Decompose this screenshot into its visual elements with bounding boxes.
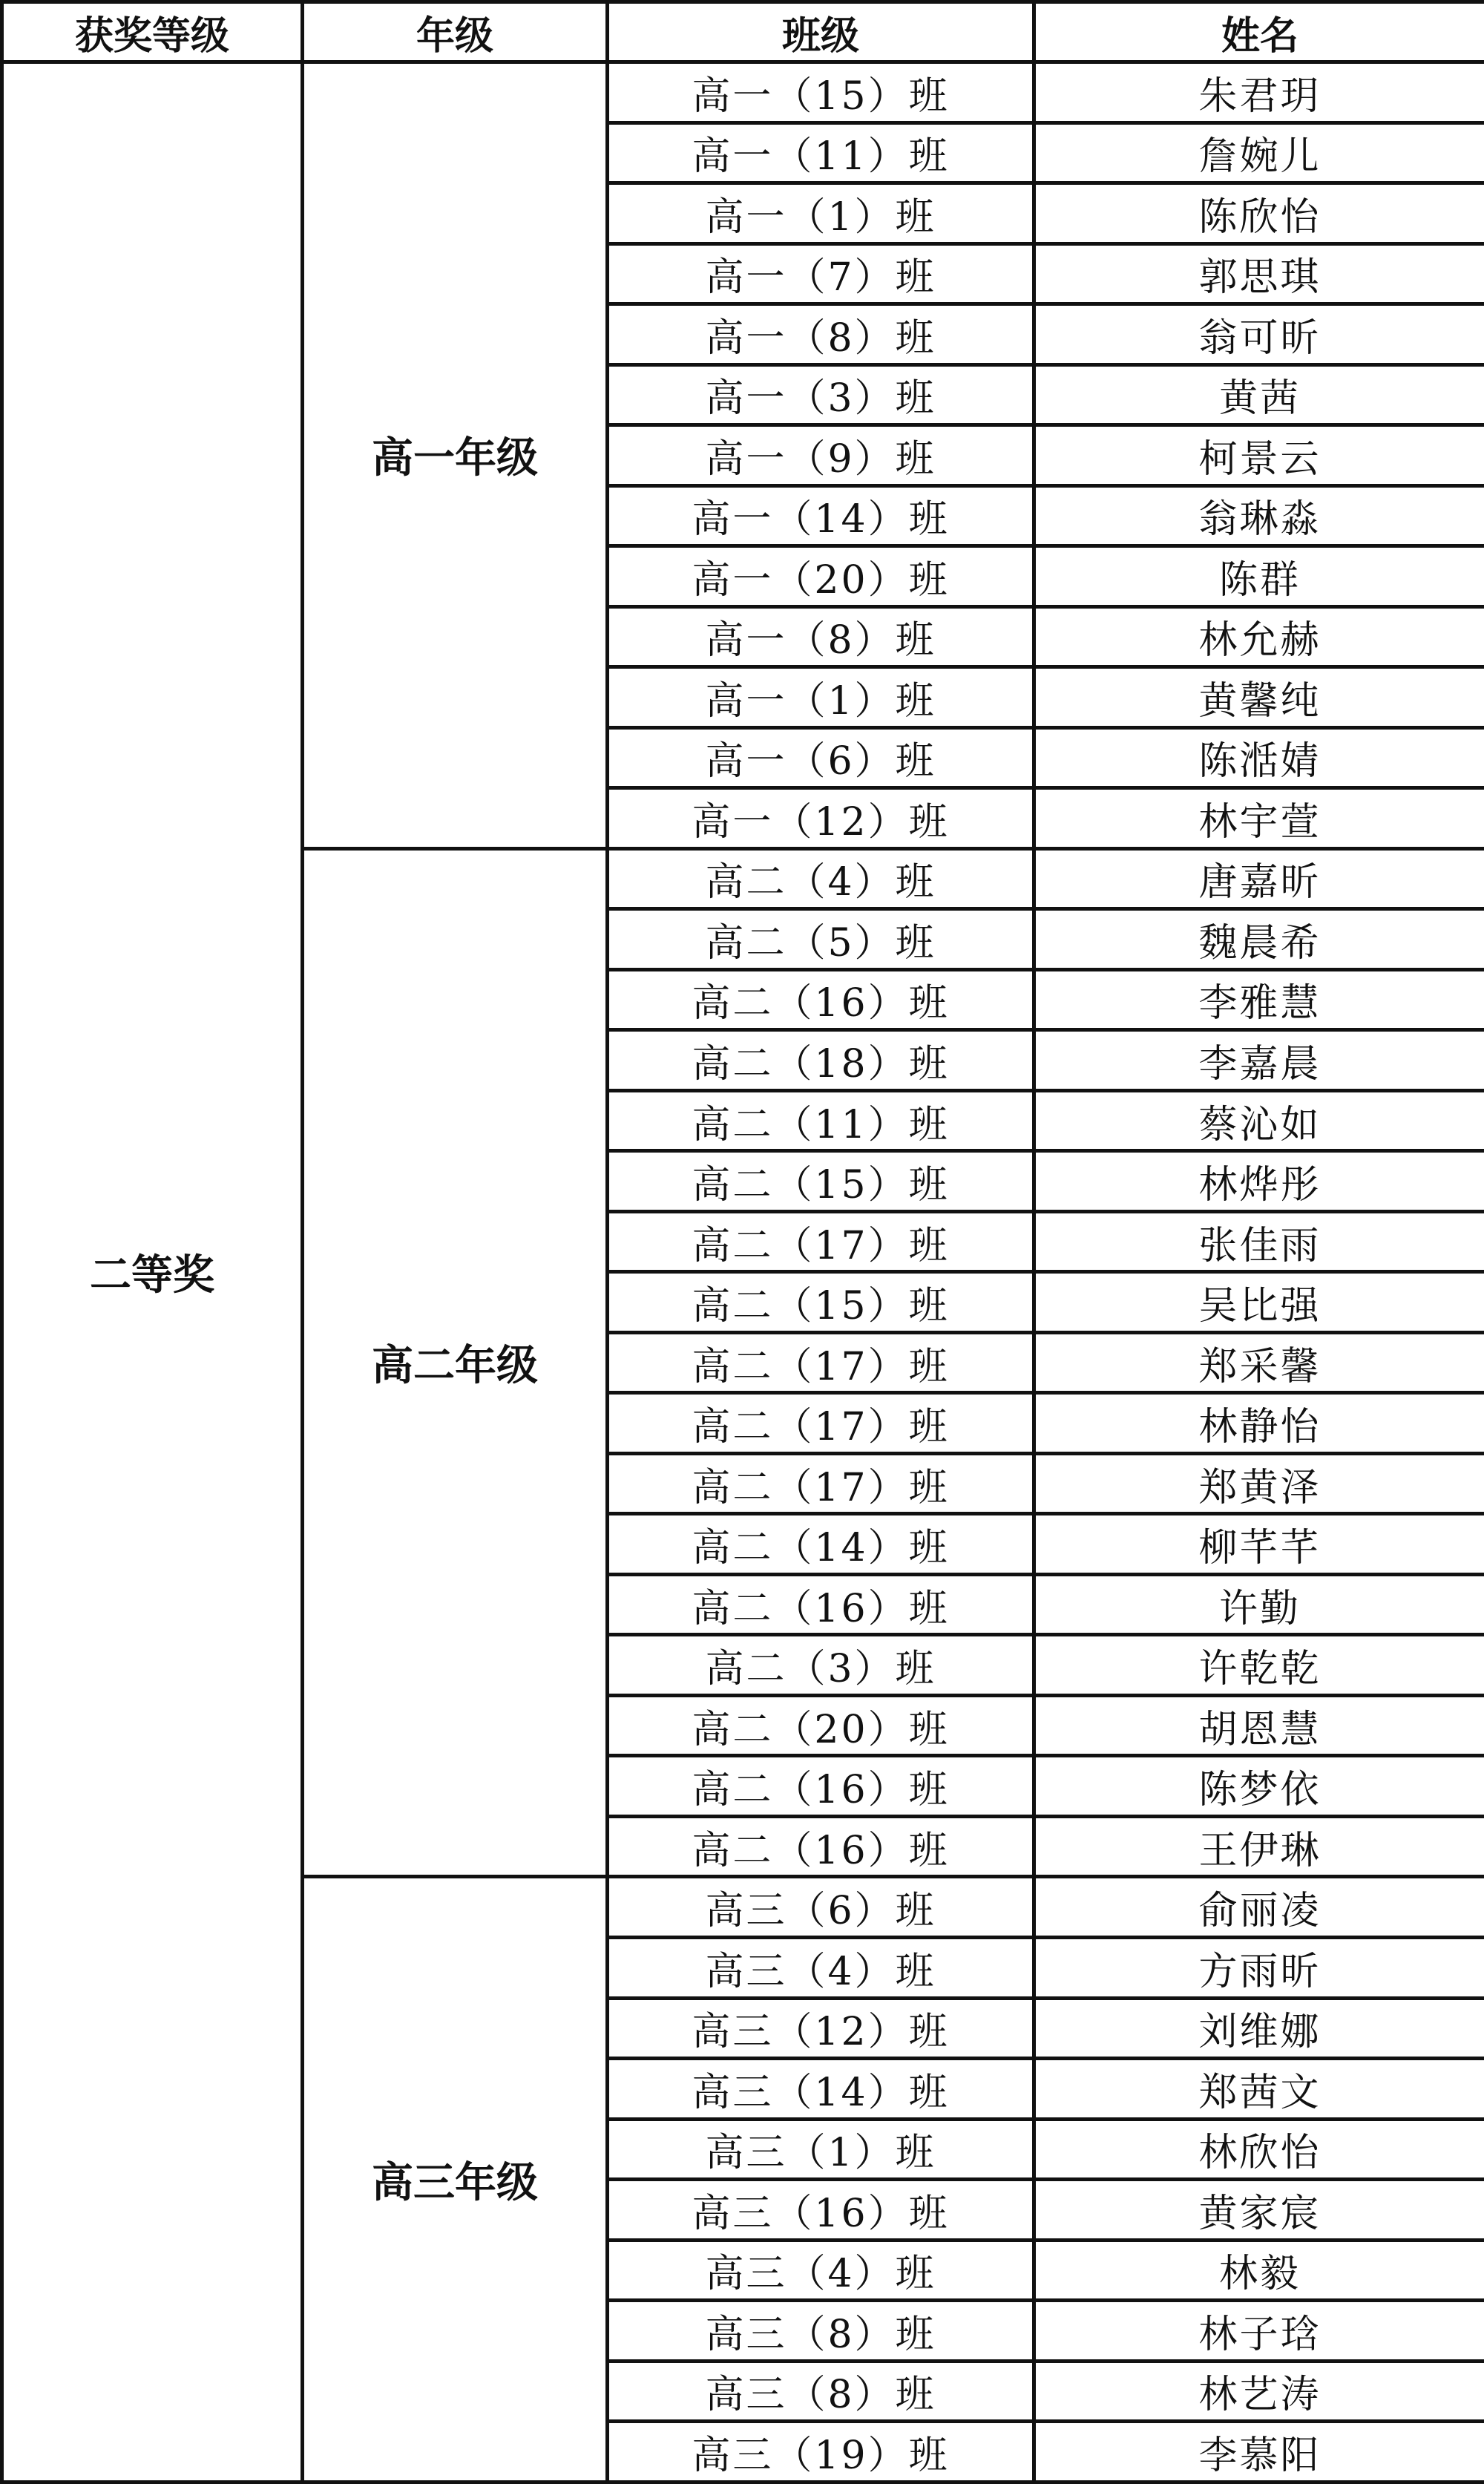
student-name-cell: 林欣怡	[1034, 2119, 1484, 2180]
class-cell: 高一（3）班	[608, 364, 1034, 425]
student-name-cell: 林静怡	[1034, 1393, 1484, 1454]
class-cell: 高二（16）班	[608, 969, 1034, 1030]
class-cell: 高一（20）班	[608, 546, 1034, 607]
student-name-cell: 黄馨纯	[1034, 667, 1484, 728]
class-cell: 高一（7）班	[608, 243, 1034, 304]
class-cell: 高三（6）班	[608, 1877, 1034, 1938]
class-cell: 高二（14）班	[608, 1514, 1034, 1575]
class-cell: 高三（12）班	[608, 1998, 1034, 2059]
student-name-cell: 林子琀	[1034, 2301, 1484, 2362]
class-cell: 高一（14）班	[608, 485, 1034, 546]
class-cell: 高二（17）班	[608, 1393, 1034, 1454]
class-cell: 高二（16）班	[608, 1816, 1034, 1877]
student-name-cell: 许勤	[1034, 1574, 1484, 1635]
class-cell: 高二（15）班	[608, 1151, 1034, 1212]
header-grade: 年级	[303, 2, 608, 62]
student-name-cell: 方雨昕	[1034, 1937, 1484, 1998]
student-name-cell: 李雅慧	[1034, 969, 1484, 1030]
header-name: 姓名	[1034, 2, 1484, 62]
class-cell: 高一（12）班	[608, 788, 1034, 849]
class-cell: 高三（8）班	[608, 2361, 1034, 2422]
student-name-cell: 张佳雨	[1034, 1211, 1484, 1272]
student-name-cell: 郑茜文	[1034, 2059, 1484, 2120]
student-name-cell: 郑黄泽	[1034, 1453, 1484, 1514]
class-cell: 高一（11）班	[608, 122, 1034, 183]
class-cell: 高三（16）班	[608, 2180, 1034, 2241]
class-cell: 高二（20）班	[608, 1695, 1034, 1756]
table-body	[2, 62, 1484, 2483]
class-cell: 高二（16）班	[608, 1574, 1034, 1635]
award-level-cell: 二等奖	[2, 62, 303, 2483]
class-cell: 高二（17）班	[608, 1211, 1034, 1272]
student-name-cell: 胡恩慧	[1034, 1695, 1484, 1756]
student-name-cell: 林艺涛	[1034, 2361, 1484, 2422]
class-cell: 高二（16）班	[608, 1756, 1034, 1817]
class-cell: 高三（4）班	[608, 1937, 1034, 1998]
class-cell: 高三（1）班	[608, 2119, 1034, 2180]
student-name-cell: 林宇萱	[1034, 788, 1484, 849]
student-name-cell: 柯景云	[1034, 425, 1484, 486]
class-cell: 高二（3）班	[608, 1635, 1034, 1696]
class-cell: 高二（15）班	[608, 1272, 1034, 1333]
student-name-cell: 许乾乾	[1034, 1635, 1484, 1696]
student-name-cell: 詹婉儿	[1034, 122, 1484, 183]
class-cell: 高一（15）班	[608, 62, 1034, 123]
class-cell: 高一（6）班	[608, 727, 1034, 788]
student-name-cell: 翁可昕	[1034, 304, 1484, 365]
student-name-cell: 翁琳淼	[1034, 485, 1484, 546]
student-name-cell: 林烨彤	[1034, 1151, 1484, 1212]
class-cell: 高二（5）班	[608, 909, 1034, 970]
student-name-cell: 陈群	[1034, 546, 1484, 607]
student-name-cell: 俞丽凌	[1034, 1877, 1484, 1938]
class-cell: 高一（8）班	[608, 606, 1034, 667]
class-cell: 高三（4）班	[608, 2240, 1034, 2301]
student-name-cell: 刘维娜	[1034, 1998, 1484, 2059]
student-name-cell: 黄家宸	[1034, 2180, 1484, 2241]
class-cell: 高一（9）班	[608, 425, 1034, 486]
student-name-cell: 柳芊芊	[1034, 1514, 1484, 1575]
student-name-cell: 李慕阳	[1034, 2422, 1484, 2483]
grade-cell: 高三年级	[303, 1877, 608, 2483]
student-name-cell: 陈欣怡	[1034, 183, 1484, 244]
student-name-cell: 林允赫	[1034, 606, 1484, 667]
student-name-cell: 郑采馨	[1034, 1332, 1484, 1393]
class-cell: 高一（1）班	[608, 183, 1034, 244]
student-name-cell: 蔡沁如	[1034, 1090, 1484, 1151]
class-cell: 高二（11）班	[608, 1090, 1034, 1151]
student-name-cell: 陈湉婧	[1034, 727, 1484, 788]
student-name-cell: 黄茜	[1034, 364, 1484, 425]
class-cell: 高二（17）班	[608, 1332, 1034, 1393]
grade-cell: 高二年级	[303, 848, 608, 1877]
student-name-cell: 林毅	[1034, 2240, 1484, 2301]
class-cell: 高二（17）班	[608, 1453, 1034, 1514]
student-name-cell: 魏晨希	[1034, 909, 1484, 970]
class-cell: 高一（1）班	[608, 667, 1034, 728]
student-name-cell: 唐嘉昕	[1034, 848, 1484, 909]
grade-cell: 高一年级	[303, 62, 608, 849]
class-cell: 高三（19）班	[608, 2422, 1034, 2483]
class-cell: 高三（14）班	[608, 2059, 1034, 2120]
student-name-cell: 朱君玥	[1034, 62, 1484, 123]
student-name-cell: 王伊琳	[1034, 1816, 1484, 1877]
header-class: 班级	[608, 2, 1034, 62]
student-name-cell: 吴比强	[1034, 1272, 1484, 1333]
class-cell: 高一（8）班	[608, 304, 1034, 365]
class-cell: 高二（4）班	[608, 848, 1034, 909]
student-name-cell: 李嘉晨	[1034, 1030, 1484, 1091]
header-row	[2, 2, 1484, 62]
class-cell: 高二（18）班	[608, 1030, 1034, 1091]
student-name-cell: 郭思琪	[1034, 243, 1484, 304]
student-name-cell: 陈梦依	[1034, 1756, 1484, 1817]
class-cell: 高三（8）班	[608, 2301, 1034, 2362]
header-award-level: 获奖等级	[2, 2, 303, 62]
table-row	[2, 62, 1484, 123]
